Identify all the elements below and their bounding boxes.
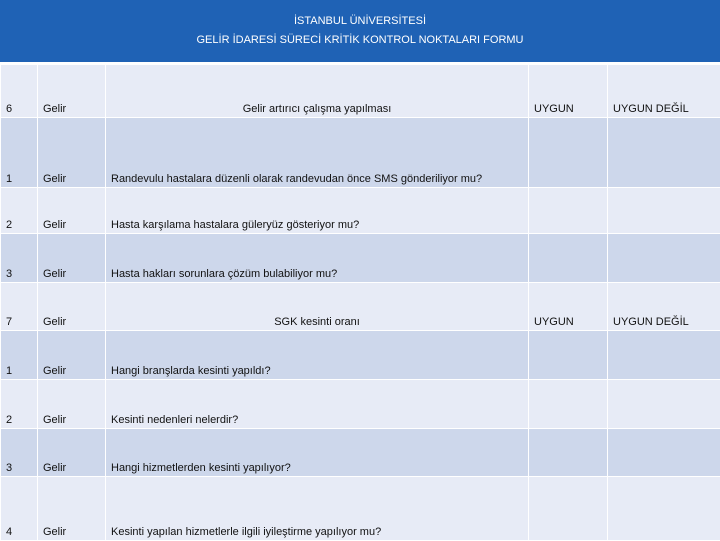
status-uygun-degil [608,118,720,188]
table-row [1,331,720,380]
row-category: Gelir [38,429,106,477]
status-uygun: UYGUN [529,283,608,331]
row-category: Gelir [38,380,106,429]
row-question: Hasta hakları sorunlara çözüm bulabiliyor mu? [106,234,529,283]
row-number: 3 [1,234,38,283]
row-category: Gelir [38,283,106,331]
status-uygun [529,380,608,429]
row-category: Gelir [38,65,106,118]
table-row [1,188,720,234]
row-question: Kesinti nedenleri nelerdir? [106,380,529,429]
status-uygun [529,477,608,541]
table-row [1,234,720,283]
header-form-title: GELİR İDARESİ SÜRECİ KRİTİK KONTROL NOKTALARI FORMU [0,31,720,50]
table-row [1,429,720,477]
status-uygun-degil: UYGUN DEĞİL [608,65,720,118]
row-category: Gelir [38,234,106,283]
status-uygun [529,429,608,477]
row-question: Hangi branşlarda kesinti yapıldı? [106,331,529,380]
row-number: 3 [1,429,38,477]
row-number: 4 [1,477,38,541]
form-header [0,0,720,62]
status-uygun-degil [608,331,720,380]
control-points-table [0,64,720,541]
row-category: Gelir [38,331,106,380]
row-question: SGK kesinti oranı [106,283,529,331]
status-uygun [529,188,608,234]
row-number: 7 [1,283,38,331]
header-university: İSTANBUL ÜNİVERSİTESİ [0,12,720,31]
status-uygun-degil [608,188,720,234]
table-row [1,283,720,331]
table-row [1,380,720,429]
status-uygun [529,331,608,380]
status-uygun-degil [608,234,720,283]
row-question: Gelir artırıcı çalışma yapılması [106,65,529,118]
row-category: Gelir [38,188,106,234]
row-category: Gelir [38,118,106,188]
status-uygun-degil [608,429,720,477]
row-question: Hasta karşılama hastalara güleryüz gösteriyor mu? [106,188,529,234]
row-question: Kesinti yapılan hizmetlerle ilgili iyileştirme yapılıyor mu? [106,477,529,541]
table-row [1,65,720,118]
table-row [1,118,720,188]
row-question: Hangi hizmetlerden kesinti yapılıyor? [106,429,529,477]
row-number: 2 [1,188,38,234]
table-row [1,477,720,541]
status-uygun [529,234,608,283]
row-category: Gelir [38,477,106,541]
status-uygun-degil [608,477,720,541]
status-uygun [529,118,608,188]
row-number: 1 [1,118,38,188]
row-number: 2 [1,380,38,429]
row-number: 6 [1,65,38,118]
status-uygun: UYGUN [529,65,608,118]
status-uygun-degil: UYGUN DEĞİL [608,283,720,331]
row-question: Randevulu hastalara düzenli olarak randevudan önce SMS gönderiliyor mu? [106,118,529,188]
row-number: 1 [1,331,38,380]
status-uygun-degil [608,380,720,429]
